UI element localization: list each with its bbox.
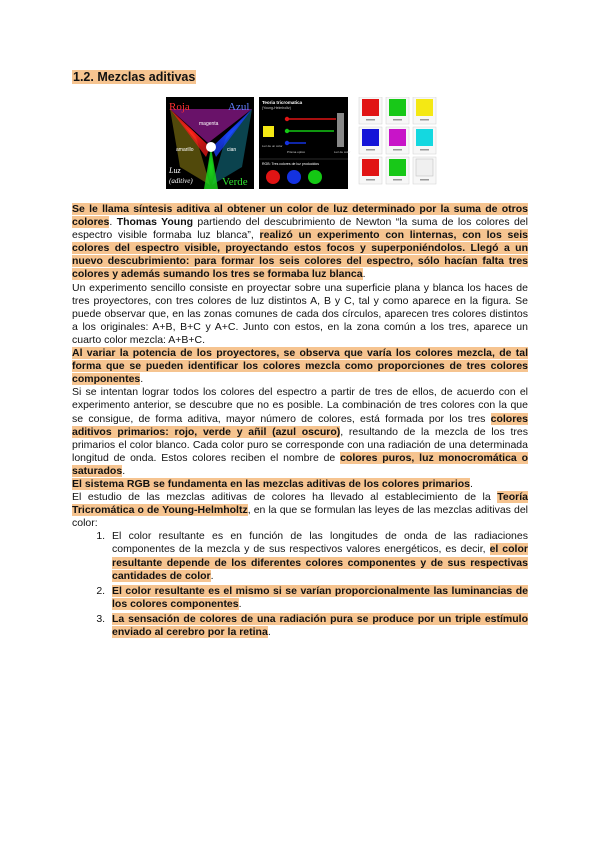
p1-s2: . — [109, 216, 117, 229]
section-heading — [72, 70, 196, 84]
prism — [337, 113, 344, 147]
color-swatch — [362, 159, 379, 176]
white-center — [206, 142, 216, 152]
item1-s2: el color resultante depende de los diferentes colores componentes y de sus respectivas cantidades de color — [112, 543, 528, 582]
item3-s1: La sensación de colores de una radiación pura se produce por un triple estímulo enviado al cerebro por la retina — [112, 612, 528, 638]
tri-note-center: Prisma optico — [287, 150, 306, 154]
paragraph-1 — [72, 203, 528, 282]
list-item — [108, 585, 528, 611]
p6-s2: Teoría Tricromática o de Young-Helmholtz — [72, 491, 528, 517]
item2-s2: . — [238, 597, 242, 610]
swatch-caption-line — [393, 179, 402, 181]
section-number: 1.2. — [73, 70, 94, 84]
p5-s1: El sistema RGB se fundamenta en las mezclas aditivas de los colores primarios — [72, 477, 470, 490]
rgb-title: RGB: Tres colores de luz producidos — [262, 162, 319, 166]
p3-s1: Al variar la potencia de los proyectores, se observa que varía los colores mezcla, de tal forma que se pueden identificar los colores mezcla como proporciones de tres colores componentes — [72, 347, 528, 386]
label-yellow: amarillo — [176, 147, 194, 153]
label-magenta: magenta — [199, 121, 219, 127]
color-swatch — [362, 99, 379, 116]
item1-s3: . — [210, 569, 214, 582]
color-swatch — [389, 159, 406, 176]
p6-s1: El estudio de las mezclas aditivas de colores ha llevado al establecimiento de la — [72, 491, 498, 504]
tri-note-left: Luz de un color — [262, 144, 283, 148]
tri-subtitle: (Young-Helmholtz) — [262, 106, 291, 110]
body-text — [72, 203, 528, 641]
p4-s4: colores puros, luz monocromática o saturados — [72, 451, 528, 477]
paragraph-6 — [72, 491, 528, 530]
rgb-blue-dot — [287, 170, 301, 184]
p1-s4: partiendo del descubrimiento de Newton “la suma de los colores del espectro visible formaba luz blanca”, — [72, 216, 528, 242]
p5-highlight — [72, 478, 470, 490]
swatch-caption-line — [366, 179, 375, 181]
p4-s3: , resultando de la mezcla de los tres primarios el color blanco. Cada color puro se corresponde con una radiación de una determinada longitud de onda. Estos colores reciben el nombre de — [72, 425, 528, 464]
color-swatch — [416, 159, 433, 176]
swatch-caption-line — [420, 119, 429, 121]
figure-graphic — [166, 97, 438, 189]
section-title: Mezclas aditivas — [97, 70, 196, 84]
yellow-square — [263, 126, 274, 137]
item2-highlight — [112, 585, 528, 610]
label-cyan: cian — [227, 147, 237, 153]
p5-s2: . — [470, 477, 473, 490]
swatch-grid-panel — [359, 97, 436, 184]
trichromatic-panel — [259, 97, 350, 189]
p4-s1: Si se intentan lograr todos los colores del espectro a partir de tres de ellos, de acuerdo con el experimento anterior, se descubre que no es posible. La combinación de tres colores con la que se consigue, de forma aditiva, mayor número de colores, está formada por los tres — [72, 386, 528, 425]
color-wheel-panel — [166, 97, 254, 189]
item3-s2: . — [267, 626, 271, 638]
paragraph-2: Un experimento sencillo consiste en proyectar sobre una superficie plana y blanca los haces de tres proyectores, con tres colores de luz distintos A, B y C, tal y como aparece en la figura. Se puede observar que, en las zonas comunes de cada dos círculos, aparecen tres colores distintos a los originales: A+B, B+C y A+C. Junto con estos, en la zona común a los tres, aparece un cuarto color mezcla: A+B+C. — [72, 281, 528, 346]
paragraph-3 — [72, 347, 528, 386]
label-light: Luz — [169, 166, 181, 175]
rgb-red-dot — [266, 170, 280, 184]
p1-s6: . — [362, 268, 366, 281]
swatch-caption-line — [393, 149, 402, 151]
additive-mixing-figure — [166, 97, 438, 189]
label-blue: Azul — [228, 101, 250, 113]
label-red: Roja — [169, 101, 190, 113]
color-swatch — [389, 129, 406, 146]
item1-s1: El color resultante es en función de las longitudes de onda de las radiaciones componentes de la mezcla y de sus respectivos valores energéticos, es decir, — [112, 530, 528, 556]
paragraph-4 — [72, 386, 528, 478]
color-swatch — [416, 129, 433, 146]
p1-s5: realizó un experimento con linternas, con los seis colores del espectro visible, proyectando estos focos y superponiéndolos. Llegó a un nuevo descubrimiento: para formar los seis colores del espectro, sólo hacían falta tres colores y además sumando los tres se formaba luz blanca — [72, 229, 528, 281]
list-item — [108, 613, 528, 639]
p4-s2: colores aditivos primarios: rojo, verde y añil (azul oscuro) — [72, 412, 528, 438]
swatch-caption-line — [366, 119, 375, 121]
list-item — [108, 530, 528, 582]
color-swatch — [416, 99, 433, 116]
color-swatch — [389, 99, 406, 116]
p6-s3: , en la que se formulan las leyes de las mezclas aditivas del color: — [72, 504, 528, 530]
label-green: Verde — [222, 176, 248, 188]
rgb-green-dot — [308, 170, 322, 184]
swatch-caption-line — [420, 149, 429, 151]
tri-title: Teoria tricromatica — [262, 100, 303, 105]
color-swatch — [362, 129, 379, 146]
swatch-caption-line — [393, 119, 402, 121]
paragraph-5 — [72, 478, 528, 491]
label-additive: (aditive) — [169, 177, 193, 185]
swatch-caption-line — [366, 149, 375, 151]
item2-s1: El color resultante es el mismo si se varían proporcionalmente las luminancias de los colores componentes — [112, 584, 528, 610]
item3-highlight — [112, 613, 528, 638]
swatch-caption-line — [420, 179, 429, 181]
tri-note-right: Luz de color — [334, 150, 351, 154]
p3-s2: . — [140, 373, 144, 386]
laws-list — [72, 530, 528, 639]
p4-s5: . — [122, 464, 126, 477]
p1-thomas-young: Thomas Young — [116, 216, 194, 229]
p1-s1: Se le llama síntesis aditiva al obtener un color de luz determinado por la suma de otros colores — [72, 203, 528, 229]
